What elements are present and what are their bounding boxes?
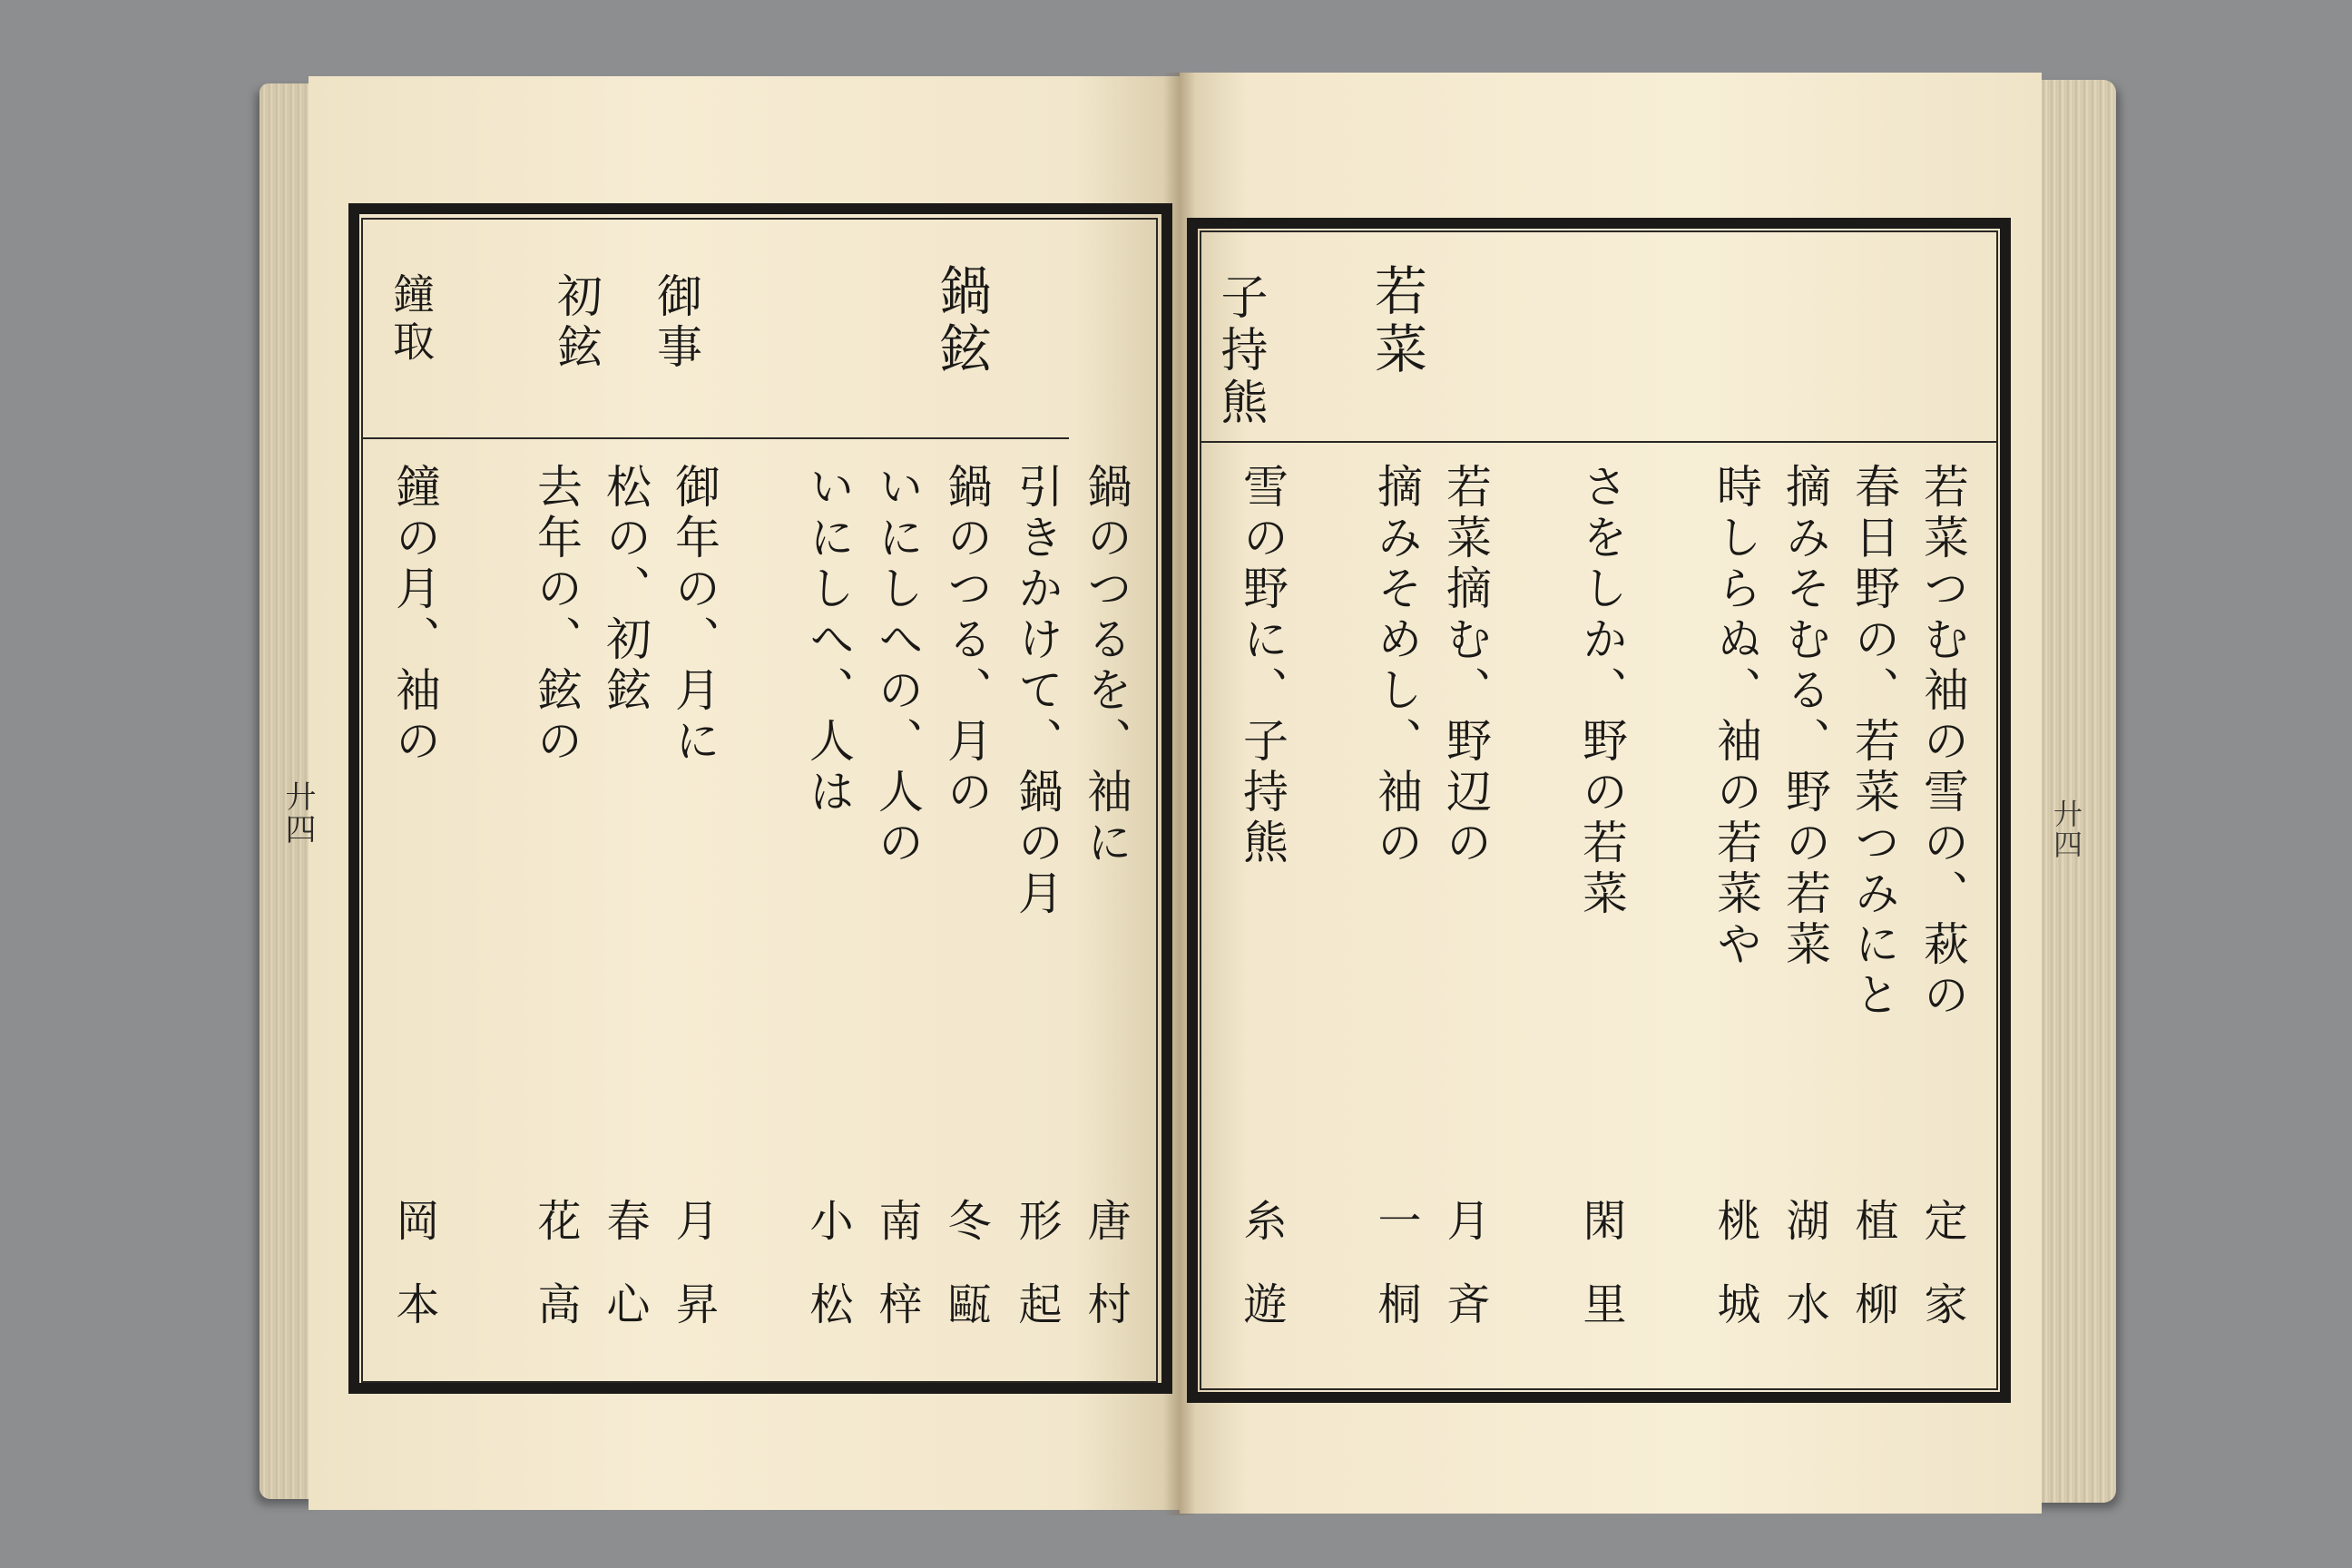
left-section-title-1: 御事 (650, 272, 702, 374)
left-author-9: 岡本 (388, 1198, 439, 1365)
right-author-3: 湖水 (1779, 1198, 1829, 1365)
left-section-title-3: 鐘取 (387, 272, 436, 367)
right-author-6: 月斉 (1439, 1198, 1490, 1365)
right-header-rule (1200, 441, 1998, 443)
left-column-2: 引きかけて、鍋の月 (1011, 463, 1063, 920)
left-column-8: 去年の、鉉の (530, 463, 583, 768)
left-author-5: 小松 (802, 1198, 853, 1365)
left-author-2: 形起 (1011, 1198, 1062, 1365)
left-author-3: 冬甌 (940, 1198, 991, 1365)
left-author-1: 唐村 (1080, 1198, 1131, 1365)
right-author-4: 桃城 (1710, 1198, 1760, 1365)
left-author-6: 月昇 (668, 1198, 719, 1365)
right-page-title: 若菜 (1366, 263, 1427, 379)
right-page-subtitle: 子持熊 (1212, 272, 1267, 430)
left-header-rule (361, 437, 1069, 439)
right-column-8: 雪の野に、子持熊 (1236, 463, 1289, 869)
right-column-2: 春日野の、若菜つみにと (1847, 463, 1900, 1022)
left-column-7: 松の、初鉉 (599, 463, 652, 717)
left-author-8: 花高 (530, 1198, 581, 1365)
left-column-4: いにしへの、人の (871, 463, 924, 869)
right-column-6: 若菜摘む、野辺の (1439, 463, 1492, 869)
left-column-5: いにしへ、人は (802, 463, 855, 818)
left-section-title-2: 初鉉 (550, 272, 603, 374)
right-author-2: 植柳 (1847, 1198, 1898, 1365)
right-column-5: さをしか、野の若菜 (1575, 463, 1628, 920)
page-stack-right (2033, 80, 2116, 1503)
right-column-4: 時しらぬ、袖の若菜や (1710, 463, 1762, 971)
left-column-6: 御年の、月に (668, 463, 720, 768)
folio-right: 廾四 (2049, 799, 2083, 860)
left-column-1: 鍋のつるを、袖に (1080, 463, 1132, 869)
left-author-7: 春心 (599, 1198, 650, 1365)
right-author-8: 糸遊 (1236, 1198, 1287, 1365)
right-author-5: 閑里 (1575, 1198, 1626, 1365)
left-column-9: 鐘の月、袖の (388, 463, 441, 768)
left-page-title: 鍋鉉 (930, 263, 992, 379)
left-column-3: 鍋のつる、月の (940, 463, 993, 818)
folio-left: 廾四 (279, 780, 316, 846)
right-author-1: 定家 (1916, 1198, 1967, 1365)
left-author-4: 南梓 (871, 1198, 922, 1365)
right-column-3: 摘みそむる、野の若菜 (1779, 463, 1831, 971)
right-column-1: 若菜つむ袖の雪の、萩の (1916, 463, 1969, 1022)
right-author-7: 一桐 (1370, 1198, 1421, 1365)
right-column-7: 摘みそめし、袖の (1370, 463, 1423, 869)
